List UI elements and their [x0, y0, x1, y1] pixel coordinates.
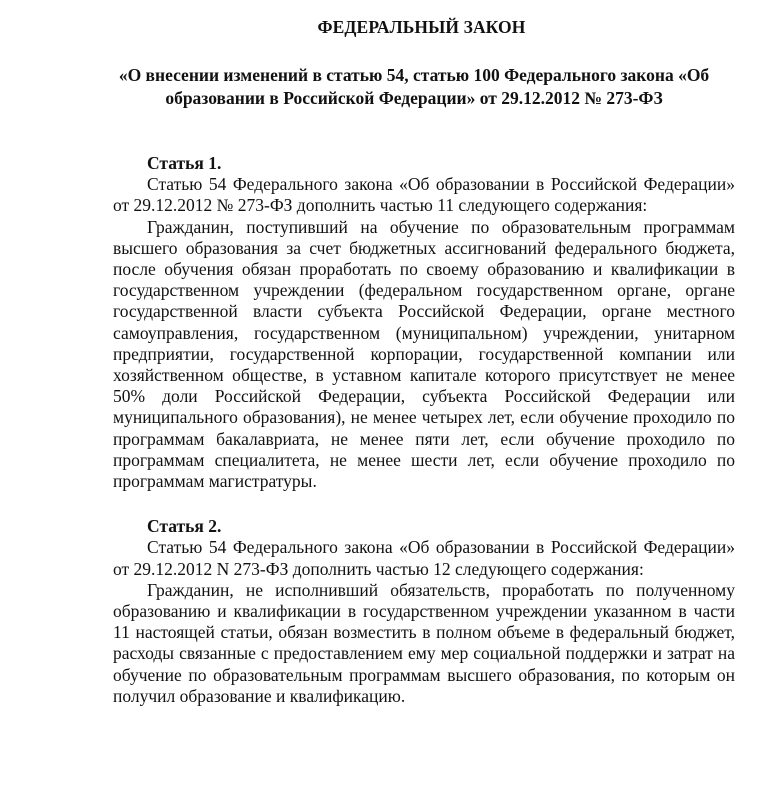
article-intro: Статью 54 Федерального закона «Об образовании в Российской Федерации» от 29.12.2012 № 273-ФЗ дополнить частью 11 следующего содержания:: [113, 174, 735, 216]
article-intro: Статью 54 Федерального закона «Об образовании в Российской Федерации» от 29.12.2012 N 273-ФЗ дополнить частью 12 следующего содержания:: [113, 537, 735, 579]
document-body: [113, 153, 735, 707]
document-subtitle: «О внесении изменений в статью 54, статью 100 Федерального закона «Об образовании в Российской Федерации» от 29.12.2012 № 273-ФЗ: [118, 65, 710, 108]
article-heading: Статья 2.: [147, 516, 222, 537]
article-1: [113, 153, 735, 492]
article-text: Гражданин, не исполнивший обязательств, проработать по полученному образованию и квалификации в государственном учреждении указанном в части 11 настоящей статьи, обязан возместить в полном объеме в федеральный бюджет, расходы связанные с предоставлением ему мер социальной поддержки и затрат на обучение по образовательным программам высшего образования, по которым он получил образование и квалификацию.: [113, 579, 735, 706]
article-heading: Статья 1.: [147, 153, 222, 173]
section-gap: [113, 492, 735, 516]
article-text: Гражданин, поступивший на обучение по образовательным программам высшего образования за счет бюджетных ассигнований федерального бюджета, после обучения обязан проработать по своему образованию и квалификации в государственном учреждении (федеральном государственном органе, органе государственной власти субъекта Российской Федерации, органе местного самоуправления, государственном (муниципальном) учреждении, унитарном предприятии, государственной корпорации, государственной компании или хозяйственном обществе, в уставном капитале которого присутствует не менее 50% доли Российской Федерации, субъекта Российской Федерации или муниципального образования), не менее четырех лет, если обучение проходило по программам бакалавриата, не менее пяти лет, если обучение проходило по программам специалитета, не менее шести лет, если обучение проходило по программам магистратуры.: [113, 216, 735, 492]
article-2: [113, 516, 735, 707]
document-title: ФЕДЕРАЛЬНЫЙ ЗАКОН: [317, 17, 526, 37]
